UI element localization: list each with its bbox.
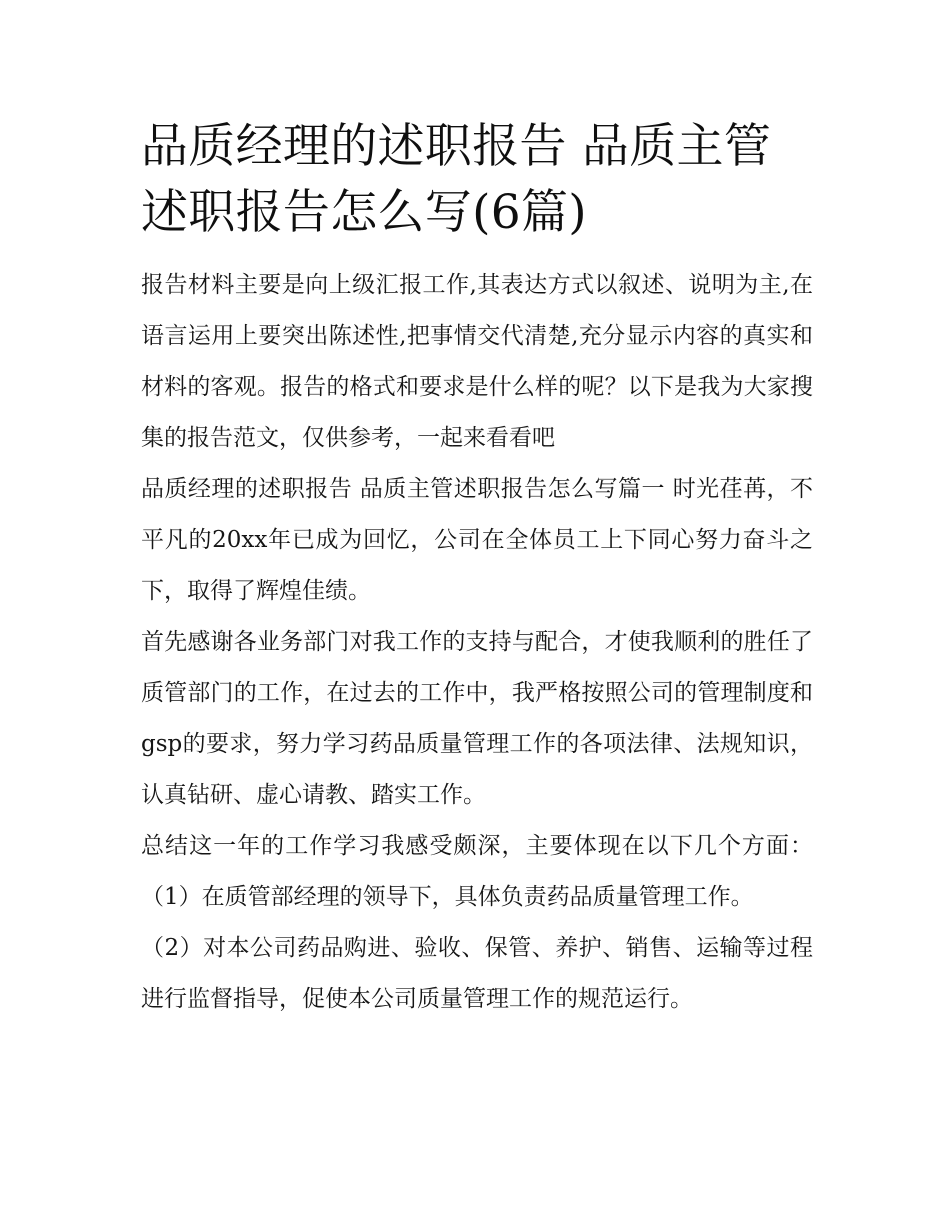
- paragraph-summary: 总结这一年的工作学习我感受颇深，主要体现在以下几个方面：（1）在质管部经理的领导下，具体负责药品质量管理工作。: [141, 833, 813, 910]
- paragraph-section-one-opening: 品质经理的述职报告 品质主管述职报告怎么写篇一 时光荏苒，不平凡的20xx年已成为回忆，公司在全体员工上下同心努力奋斗之下，取得了辉煌佳绩。: [141, 476, 813, 604]
- paragraph-thanks: 首先感谢各业务部门对我工作的支持与配合，才使我顺利的胜任了质管部门的工作，在过去的工作中，我严格按照公司的管理制度和gsp的要求，努力学习药品质量管理工作的各项法律、法规知识，认真钻研、虚心请教、踏实工作。: [141, 629, 813, 808]
- paragraph-point-two: （2）对本公司药品购进、验收、保管、养护、销售、运输等过程进行监督指导，促使本公司质量管理工作的规范运行。: [141, 935, 813, 1012]
- document-body: [141, 114, 813, 1025]
- document-title: 品质经理的述职报告 品质主管述职报告怎么写(6篇): [141, 119, 772, 240]
- paragraph-intro: 报告材料主要是向上级汇报工作,其表达方式以叙述、说明为主,在语言运用上要突出陈述性,把事情交代清楚,充分显示内容的真实和材料的客观。报告的格式和要求是什么样的呢？以下是我为大家搜集的报告范文，仅供参考，一起来看看吧: [141, 272, 813, 451]
